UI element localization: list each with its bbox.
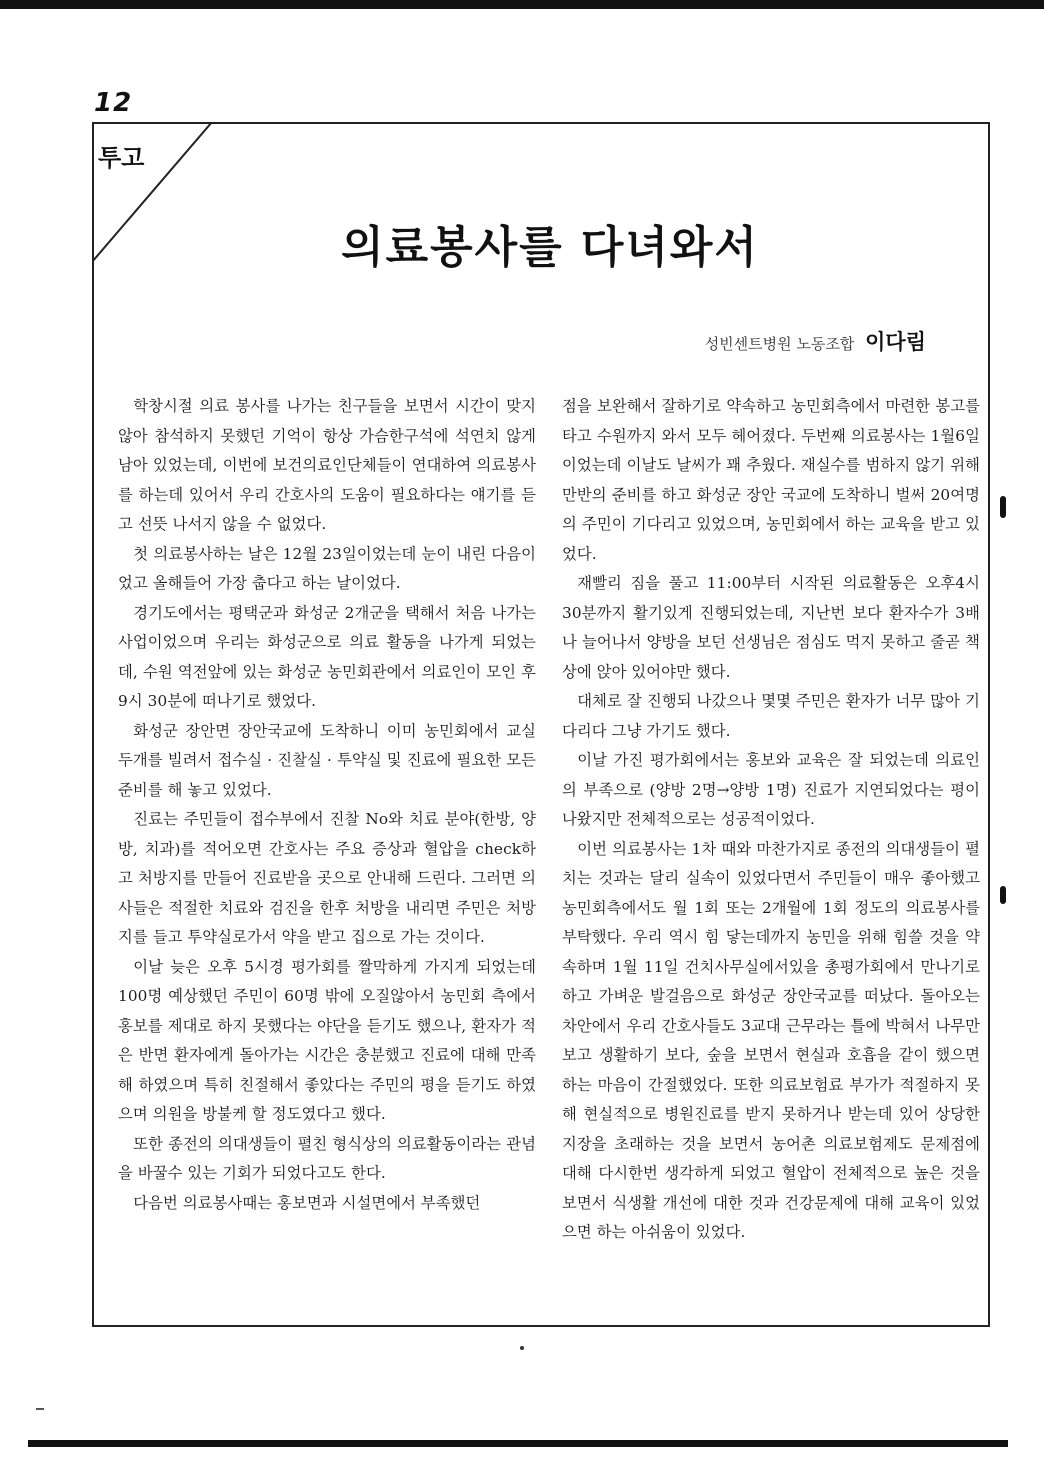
paragraph: 재빨리 짐을 풀고 11:00부터 시작된 의료활동은 오후4시 30분까지 활기있게 진행되었는데, 지난번 보다 환자수가 3배나 늘어나서 양방을 보던 선생님은 점심도 먹지 못하고 줄곧 책상에 앉아 있어야만 했다. (562, 574, 980, 681)
paragraph: 첫 의료봉사하는 날은 12월 23일이었는데 눈이 내린 다음이었고 올해들어 가장 춥다고 하는 날이었다. (118, 544, 536, 592)
paragraph: 이날 가진 평가회에서는 홍보와 교육은 잘 되었는데 의료인의 부족으로 (양방 2명→양방 1명) 진료가 지연되었다는 평이 나왔지만 전체적으로는 성공적이었다. (562, 751, 980, 828)
paragraph: 이날 늦은 오후 5시경 평가회를 짤막하게 가지게 되었는데 100명 예상했던 주민이 60명 밖에 오질않아서 농민회 측에서 홍보를 제대로 하지 못했다는 야단을 듣기도 했으나, 환자가 적은 반면 환자에게 돌아가는 시간은 충분했고 진료에 대해 만족해 하였으며 특히 친절해서 좋았다는 주민의 평을 듣기도 하였으며 의원을 방불케 할 정도였다고 했다. (118, 957, 536, 1123)
author-affiliation: 성빈센트병원 노동조합 (704, 335, 855, 353)
article-body (118, 392, 980, 1312)
top-rule (0, 0, 1044, 9)
scan-speck (520, 1346, 524, 1350)
paragraph: 이번 의료봉사는 1차 때와 마찬가지로 종전의 의대생들이 펼치는 것과는 달리 실속이 있었다면서 주민들이 매우 좋아했고 농민회측에서도 월 1회 또는 2개월에 1회 정도의 의료봉사를 부탁했다. 우리 역시 힘 닿는데까지 농민을 위해 힘쓸 것을 약속하며 1월 11일 건치사무실에서있을 총평가회에서 만나기로 하고 가벼운 발걸음으로 화성군 장안국교를 떠났다. 돌아오는 차안에서 우리 간호사들도 3교대 근무라는 틀에 박혀서 나무만 보고 생활하기 보다, 숲을 보면서 현실과 호흡을 같이 했으면 하는 마음이 간절했었다. 또한 의료보험료 부가가 적절하지 못해 현실적으로 병원진료를 받지 못하거나 받는데 있어 상당한 지장을 초래하는 것을 보면서 농어촌 의료보험제도 문제점에 대해 다시한번 생각하게 되었고 혈압이 전체적으로 높은 것을 보면서 식생활 개선에 대한 것과 건강문제에 대해 교육이 있었으면 하는 아쉬움이 있었다. (562, 839, 980, 1241)
binding-mark (1000, 886, 1006, 904)
paragraph: 경기도에서는 평택군과 화성군 2개군을 택해서 처음 나가는 사업이었으며 우리는 화성군으로 의료 활동을 나가게 되었는데, 수원 역전앞에 있는 화성군 농민회관에서 의료인이 모인 후 9시 30분에 떠나기로 했었다. (118, 603, 536, 710)
paragraph: 또한 종전의 의대생들이 펼친 형식상의 의료활동이라는 관념을 바꿀수 있는 기회가 되었다고도 한다. (118, 1134, 536, 1182)
byline (705, 326, 926, 356)
page-number: 12 (94, 88, 133, 118)
paragraph: 다음번 의료봉사때는 홍보면과 시설면에서 부족했던 (133, 1193, 481, 1212)
scan-speck (36, 1408, 44, 1410)
right-column (562, 392, 980, 1312)
paragraph: 화성군 장안면 장안국교에 도착하니 이미 농민회에서 교실 두개를 빌려서 접수실 · 진찰실 · 투약실 및 진료에 필요한 모든 준비를 해 놓고 있었다. (118, 721, 536, 799)
paragraph: 대체로 잘 진행되 나갔으나 몇몇 주민은 환자가 너무 많아 기다리다 그냥 가기도 했다. (562, 692, 980, 740)
binding-mark (1000, 496, 1006, 518)
paragraph: 학창시절 의료 봉사를 나가는 친구들을 보면서 시간이 맞지 않아 참석하지 못했던 기억이 항상 가슴한구석에 석연치 않게 남아 있었는데, 이번에 보건의료인단체들이 연대하여 의료봉사를 하는데 있어서 우리 간호사의 도움이 필요하다는 얘기를 듣고 선뜻 나서지 않을 수 없었다. (118, 397, 536, 533)
category-label: 투고 (98, 144, 145, 172)
paragraph: 진료는 주민들이 접수부에서 진찰 No와 치료 분야(한방, 양방, 치과)를 적어오면 간호사는 주요 증상과 혈압을 check하고 처방지를 만들어 진료받을 곳으로 안내해 드린다. 그러면 의사들은 적절한 치료와 검진을 한후 처방을 내리면 주민은 처방지를 들고 투약실로가서 약을 받고 집으로 가는 것이다. (118, 810, 536, 946)
author-name: 이다림 (865, 330, 926, 354)
left-column (118, 392, 536, 1312)
paragraph: 점을 보완해서 잘하기로 약속하고 농민회측에서 마련한 봉고를 타고 수원까지 와서 모두 헤어졌다. 두번째 의료봉사는 1월6일 이었는데 이날도 날씨가 꽤 추웠다. 재실수를 범하지 않기 위해 만반의 준비를 하고 화성군 장안 국교에 도착하니 벌써 20여명의 주민이 기다리고 있었으며, 농민회에서 하는 교육을 받고 있었다. (562, 397, 980, 563)
article-title: 의료봉사를 다녀와서 (341, 222, 759, 274)
bottom-rule (28, 1440, 1008, 1447)
